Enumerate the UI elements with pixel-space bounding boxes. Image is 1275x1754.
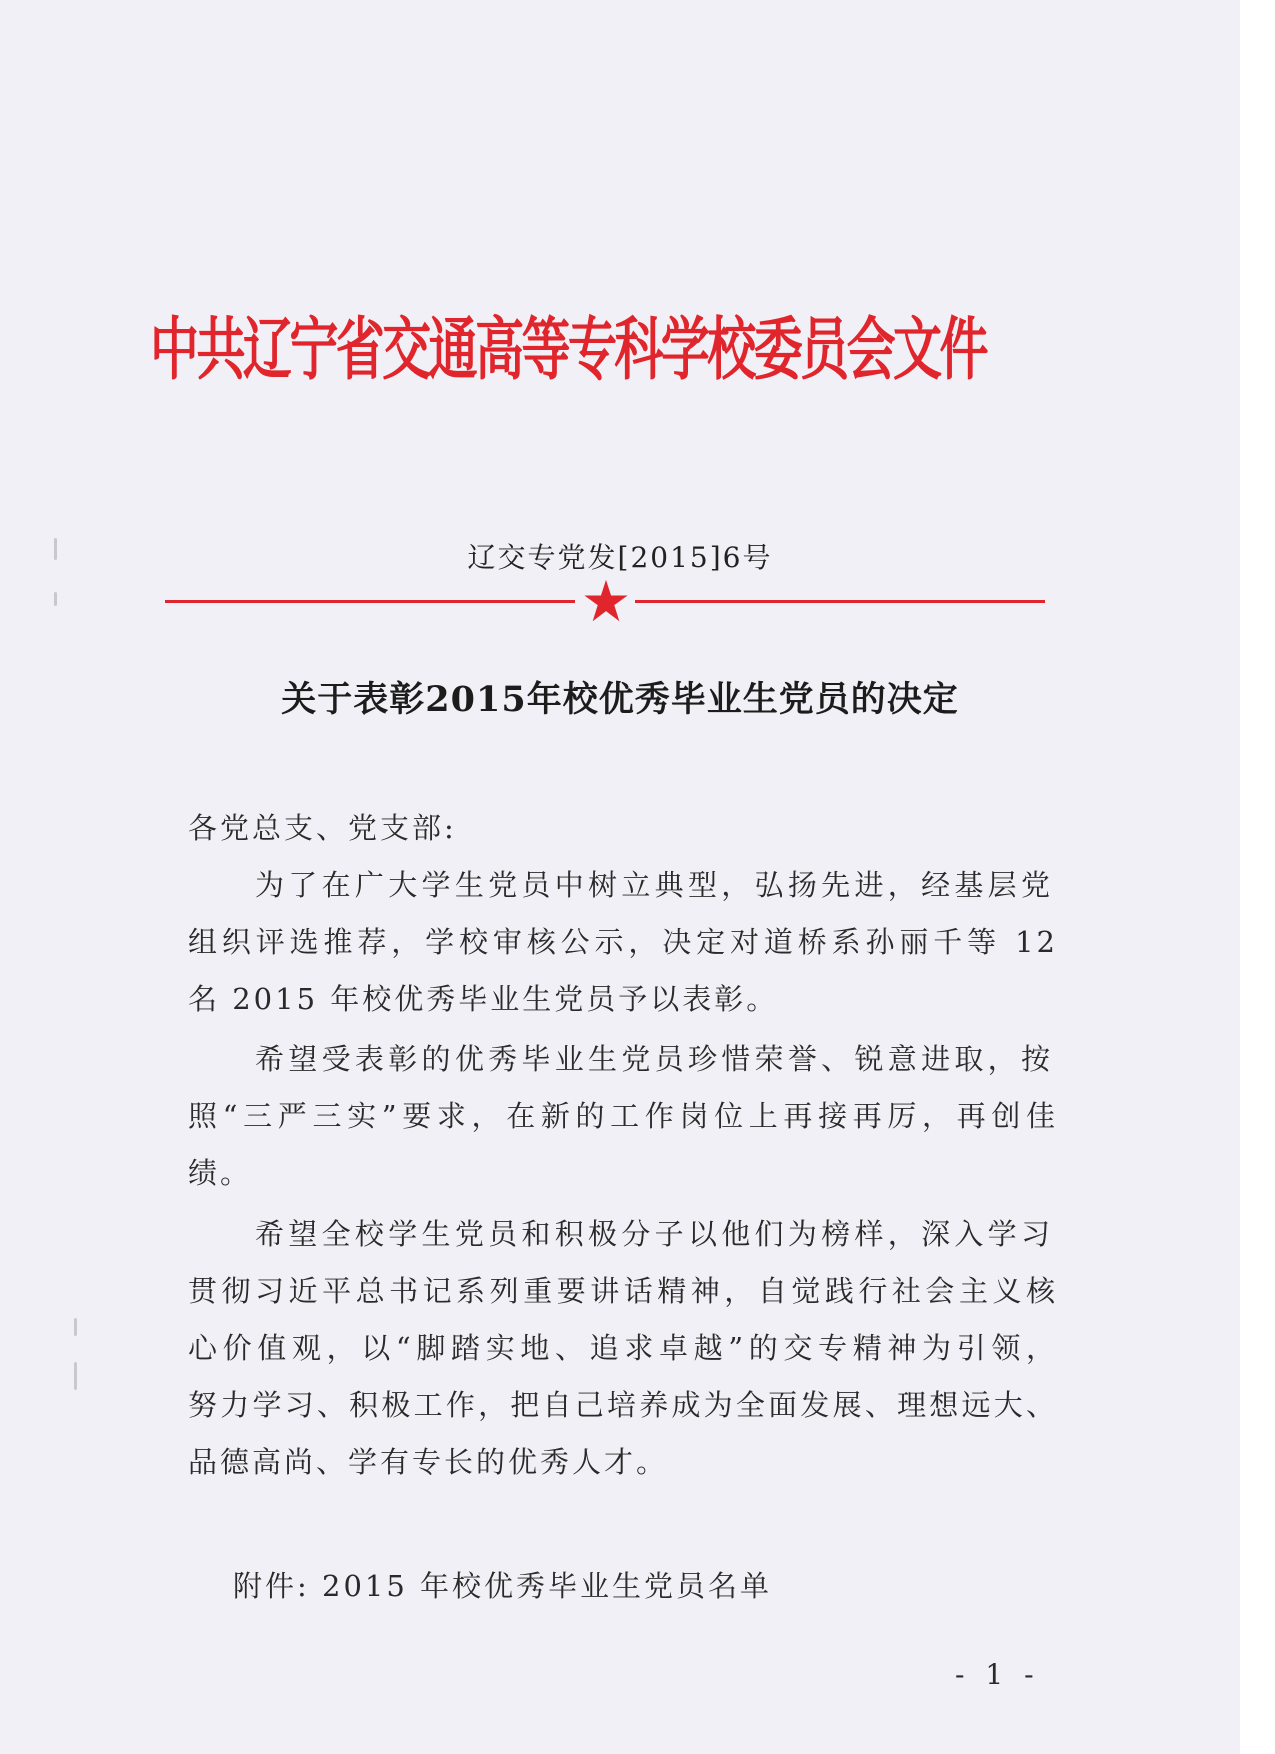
paragraph-1-line: 为了在广大学生党员中树立典型，弘扬先进，经基层党 <box>255 868 1053 902</box>
scan-edge <box>1240 0 1275 1754</box>
paragraph-3-line: 希望全校学生党员和积极分子以他们为榜样，深入学习 <box>255 1217 1053 1251</box>
binding-mark <box>54 592 57 606</box>
salutation: 各党总支、党支部: <box>188 811 457 845</box>
paragraph-2-line: 绩。 <box>188 1156 253 1190</box>
decision-title: 关于表彰2015年校优秀毕业生党员的决定 <box>281 679 959 720</box>
paragraph-1-line: 组织评选推荐，学校审核公示，决定对道桥系孙丽千等 12 <box>188 925 1058 959</box>
page-number: - 1 - <box>955 1658 1040 1691</box>
header-rule-left <box>165 600 575 603</box>
header-rule-right <box>635 600 1045 603</box>
paragraph-3-line: 品德高尚、学有专长的优秀人才。 <box>188 1445 669 1479</box>
document-number: 辽交专党发[2015]6号 <box>467 541 773 574</box>
issuer-letterhead: 中共辽宁省交通高等专科学校委员会文件 <box>150 309 986 390</box>
attachment-note: 附件: 2015 年校优秀毕业生党员名单 <box>233 1569 773 1603</box>
binding-mark <box>74 1318 77 1336</box>
paragraph-1-line: 名 2015 年校优秀毕业生党员予以表彰。 <box>188 982 779 1016</box>
paragraph-2-line: 希望受表彰的优秀毕业生党员珍惜荣誉、锐意进取，按 <box>255 1042 1053 1076</box>
binding-mark <box>74 1362 77 1390</box>
paragraph-2-line: 照“三严三实”要求，在新的工作岗位上再接再厉，再创佳 <box>188 1099 1058 1133</box>
red-star-icon <box>583 578 629 624</box>
paragraph-3-line: 心价值观，以“脚踏实地、追求卓越”的交专精神为引领， <box>188 1331 1058 1365</box>
paragraph-3-line: 贯彻习近平总书记系列重要讲话精神，自觉践行社会主义核 <box>188 1274 1058 1308</box>
paragraph-3-line: 努力学习、积极工作，把自己培养成为全面发展、理想远大、 <box>188 1388 1058 1422</box>
